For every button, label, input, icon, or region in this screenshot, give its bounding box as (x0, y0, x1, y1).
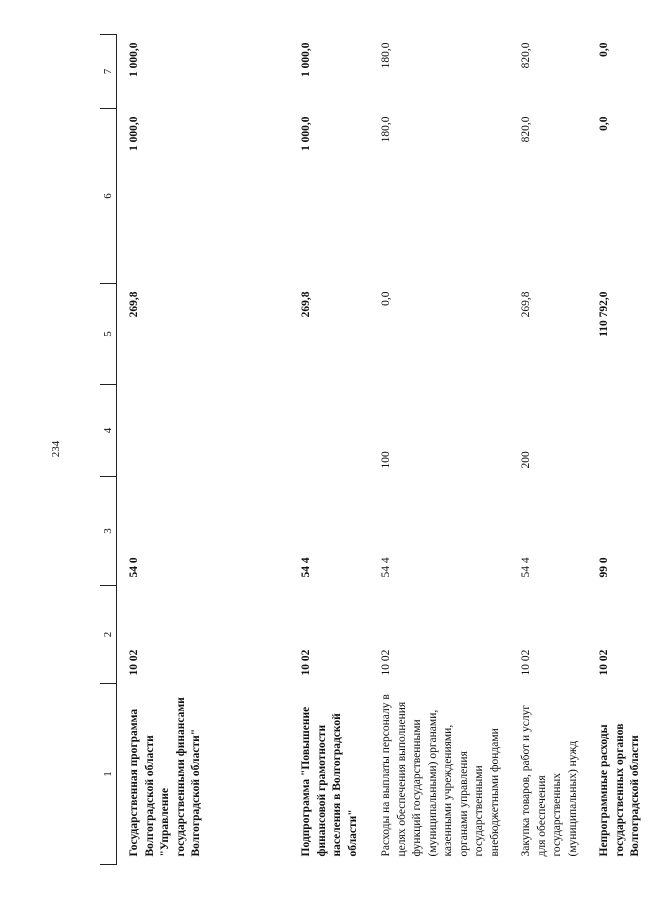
row-expense-type: 200 (520, 451, 533, 469)
column-header-2: 2 (100, 586, 117, 684)
row-name: Государственная программа Волгоградской области "Управление государственными финансами Волгоградской области" (128, 697, 203, 857)
table-header (100, 35, 117, 865)
column-header-6: 6 (100, 109, 117, 284)
row-section: 10 02 (300, 649, 312, 676)
row-section: 10 02 (380, 649, 392, 676)
row-section: 10 02 (520, 649, 533, 676)
row-amount-5: 110 792,0 (598, 291, 611, 337)
row-amount-6: 1 000,0 (300, 116, 312, 151)
row-amount-6: 1 000,0 (128, 116, 140, 151)
page-number: 234 (50, 440, 62, 458)
table-row (369, 35, 509, 865)
row-amount-5: 269,8 (128, 291, 140, 318)
row-amount-6: 820,0 (520, 116, 533, 143)
row-amount-7: 1 000,0 (300, 42, 312, 77)
row-target: 99 0 (598, 557, 611, 578)
table-row (587, 35, 653, 865)
rotated-budget-table-container (100, 35, 642, 865)
row-amount-7: 1 000,0 (128, 42, 140, 77)
table-row (509, 35, 587, 865)
row-amount-7: 820,0 (520, 42, 533, 69)
row-target: 54 0 (128, 557, 140, 578)
row-name: Расходы на выплаты персоналу в целях обеспечения выполнения функций государственными (муниципальными) органами, казенными учреждениями, органами управления государственными внебюджетными фондами (380, 694, 501, 857)
row-amount-6: 180,0 (380, 116, 392, 143)
row-amount-6: 0,0 (598, 116, 611, 131)
row-section: 10 02 (598, 649, 611, 676)
row-target: 54 4 (520, 557, 533, 578)
row-amount-7: 180,0 (380, 42, 392, 69)
row-expense-type: 100 (380, 451, 392, 469)
row-amount-5: 269,8 (300, 291, 312, 318)
row-target: 54 4 (380, 557, 392, 578)
budget-table (100, 34, 653, 865)
row-name: Непрограммные расходы государственных органов Волгоградской области (598, 723, 642, 857)
row-amount-5: 0,0 (380, 291, 392, 306)
row-section: 10 02 (128, 649, 140, 676)
column-header-5: 5 (100, 284, 117, 385)
row-expense-type (289, 385, 369, 477)
row-expense-type (587, 385, 653, 477)
table-row (117, 35, 290, 865)
table-body (117, 35, 653, 865)
row-expense-type (117, 385, 290, 477)
table-row (289, 35, 369, 865)
row-name: Подпрограмма "Повышение финансовой грамотности населения в Волгоградской области" (300, 706, 359, 857)
column-header-1: 1 (100, 684, 117, 865)
row-amount-7: 0,0 (598, 42, 611, 57)
column-header-7: 7 (100, 35, 117, 109)
row-amount-5: 269,8 (520, 291, 533, 318)
column-header-4: 4 (100, 385, 117, 477)
row-target: 54 4 (300, 557, 312, 578)
row-name: Закупка товаров, работ и услуг для обеспечения государственных (муниципальных) нужд (520, 704, 579, 857)
column-header-3: 3 (100, 477, 117, 586)
header-row (100, 35, 117, 865)
